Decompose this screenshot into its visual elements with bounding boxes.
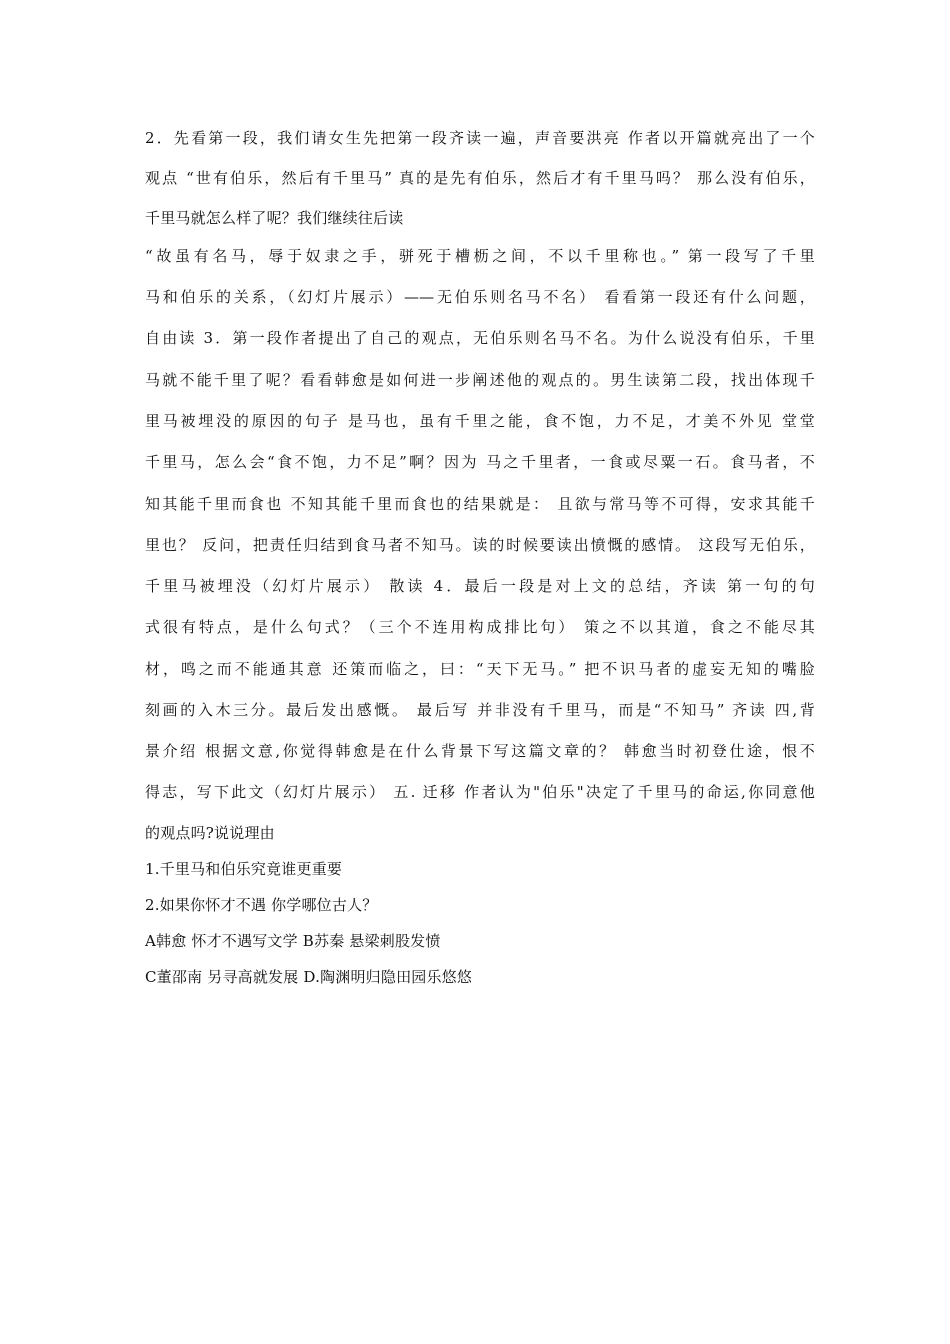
paragraph-line: 2．先看第一段，我们请女生先把第一段齐读一遍，声音要洪亮 作者以开篇就亮出了一个 — [145, 129, 815, 147]
paragraph-line: 自由读 3．第一段作者提出了自己的观点，无伯乐则名马不名。为什么说没有伯乐，千里 — [145, 329, 815, 347]
paragraph-line: 马和伯乐的关系，（幻灯片展示）——无伯乐则名马不名） 看看第一段还有什么问题， — [145, 288, 815, 306]
paragraph-line: 观点 “世有伯乐，然后有千里马” 真的是先有伯乐，然后才有千里马吗？ 那么没有伯乐， — [145, 169, 815, 187]
paragraph-line: 里也？ 反问，把责任归结到食马者不知马。读的时候要读出愤慨的感情。 这段写无伯乐， — [145, 536, 815, 554]
paragraph-line: 千里马被埋没（幻灯片展示） 散读 4．最后一段是对上文的总结，齐读 第一句的句 — [145, 577, 815, 595]
paragraph-line: 材，鸣之而不能通其意 还策而临之，曰：“天下无马。” 把不识马者的虚妄无知的嘴脸 — [145, 660, 815, 678]
paragraph-line: 的观点吗?说说理由 — [145, 824, 275, 842]
paragraph-line: 得志，写下此文（幻灯片展示） 五. 迁移 作者认为"伯乐"决定了千里马的命运,你同意他 — [145, 783, 815, 801]
paragraph-line: 式很有特点，是什么句式？（三个不连用构成排比句） 策之不以其道，食之不能尽其 — [145, 618, 815, 636]
paragraph-line: 知其能千里而食也 不知其能千里而食也的结果就是： 且欲与常马等不可得，安求其能千 — [145, 495, 815, 513]
paragraph-line: 千里马，怎么会“食不饱，力不足”啊？因为 马之千里者，一食或尽粟一石。食马者，不 — [145, 453, 815, 471]
question-line: 2.如果你怀才不遇 你学哪位古人？ — [145, 896, 378, 914]
option-line: C董邵南 另寻高就发展 D.陶渊明归隐田园乐悠悠 — [145, 968, 473, 986]
paragraph-line: 里马被埋没的原因的句子 是马也，虽有千里之能，食不饱，力不足，才美不外见 堂堂 — [145, 412, 815, 430]
paragraph-line: “故虽有名马，辱于奴隶之手，骈死于槽枥之间，不以千里称也。” 第一段写了千里 — [145, 247, 815, 265]
option-line: A韩愈 怀才不遇写文学 B苏秦 悬梁刺股发愤 — [145, 932, 441, 950]
paragraph-line: 刻画的入木三分。最后发出感慨。 最后写 并非没有千里马，而是“不知马” 齐读 四,背 — [145, 701, 815, 719]
paragraph-line: 千里马就怎么样了呢？我们继续往后读 — [145, 209, 404, 227]
paragraph-line: 马就不能千里了呢？看看韩愈是如何进一步阐述他的观点的。男生读第二段，找出体现千 — [145, 371, 815, 389]
question-line: 1.千里马和伯乐究竟谁更重要 — [145, 860, 343, 878]
paragraph-line: 景介绍 根据文意,你觉得韩愈是在什么背景下写这篇文章的？ 韩愈当时初登仕途，恨不 — [145, 742, 815, 760]
